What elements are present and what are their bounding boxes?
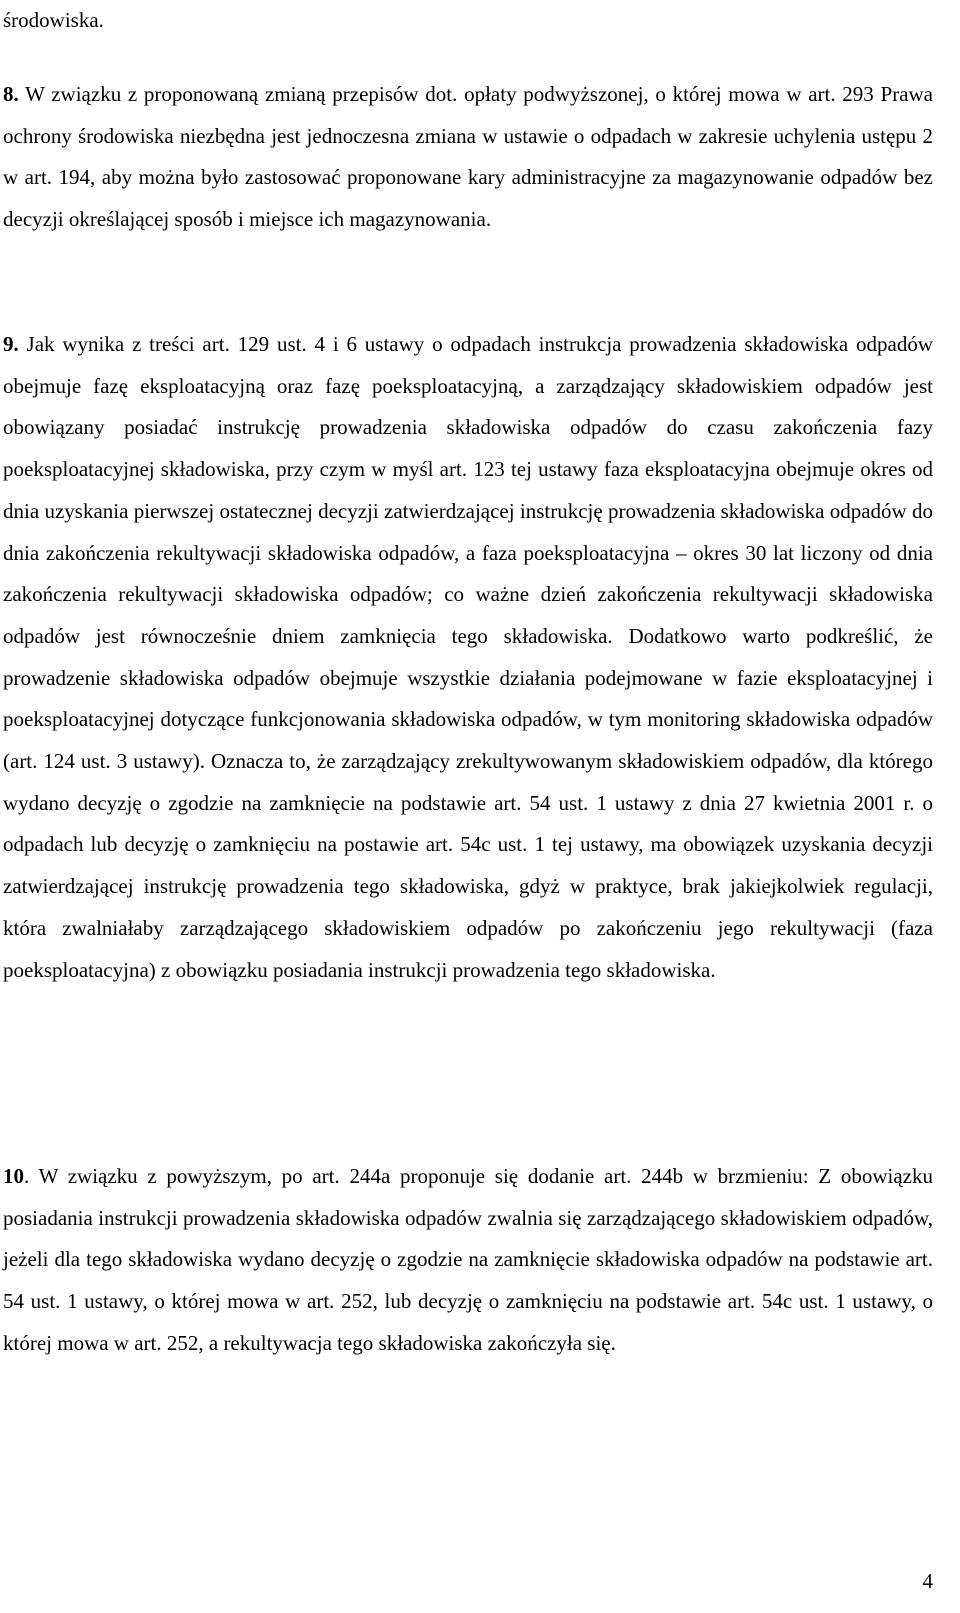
intro-text: środowiska. [3, 8, 104, 32]
page-number: 4 [922, 1569, 933, 1593]
paragraph-8-number: 8. [3, 82, 19, 106]
intro-paragraph-tail [3, 0, 933, 42]
paragraph-10 [3, 1156, 933, 1365]
paragraph-10-text: . W związku z powyższym, po art. 244a proponuje się dodanie art. 244b w brzmieniu: Z obowiązku posiadania instrukcji prowadzenia składowiska odpadów zwalnia się zarządzającego składowiskiem odpadów, jeżeli dla tego składowiska wydano decyzję o zgodzie na zamknięcie składowiska odpadów na podstawie art. 54 ust. 1 ustawy, o której mowa w art. 252, lub decyzję o zamknięciu na podstawie art. 54c ust. 1 ustawy, o której mowa w art. 252, a rekultywacja tego składowiska zakończyła się. [3, 1164, 933, 1355]
paragraph-9-number: 9. [3, 332, 19, 356]
paragraph-10-number: 10 [3, 1164, 24, 1188]
paragraph-9 [3, 324, 933, 991]
paragraph-8-text: W związku z proponowaną zmianą przepisów dot. opłaty podwyższonej, o której mowa w art. 293 Prawa ochrony środowiska niezbędna jest jednoczesna zmiana w ustawie o odpadach w zakresie uchylenia ustępu 2 w art. 194, aby można było zastosować proponowane kary administracyjne za magazynowanie odpadów bez decyzji określającej sposób i miejsce ich magazynowania. [3, 82, 933, 232]
paragraph-8 [3, 74, 933, 241]
paragraph-9-text: Jak wynika z treści art. 129 ust. 4 i 6 ustawy o odpadach instrukcja prowadzenia składowiska odpadów obejmuje fazę eksploatacyjną oraz fazę poeksploatacyjną, a zarządzający składowiskiem odpadów jest obowiązany posiadać instrukcję prowadzenia składowiska odpadów do czasu zakończenia fazy poeksploatacyjnej składowiska, przy czym w myśl art. 123 tej ustawy faza eksploatacyjna obejmuje okres od dnia uzyskania pierwszej ostatecznej decyzji zatwierdzającej instrukcję prowadzenia składowiska odpadów do dnia zakończenia rekultywacji składowiska odpadów, a faza poeksploatacyjna – okres 30 lat liczony od dnia zakończenia rekultywacji składowiska odpadów; co ważne dzień zakończenia rekultywacji składowiska odpadów jest równocześnie dniem zamknięcia tego składowiska. Dodatkowo warto podkreślić, że prowadzenie składowiska odpadów obejmuje wszystkie działania podejmowane w fazie eksploatacyjnej i poeksploatacyjnej dotyczące funkcjonowania składowiska odpadów, w tym monitoring składowiska odpadów (art. 124 ust. 3 ustawy). Oznacza to, że zarządzający zrekultywowanym składowiskiem odpadów, dla którego wydano decyzję o zgodzie na zamknięcie na podstawie art. 54 ust. 1 ustawy z dnia 27 kwietnia 2001 r. o odpadach lub decyzję o zamknięciu na postawie art. 54c ust. 1 tej ustawy, ma obowiązek uzyskania decyzji zatwierdzającej instrukcję prowadzenia tego składowiska, gdyż w praktyce, brak jakiejkolwiek regulacji, która zwalniałaby zarządzającego składowiskiem odpadów po zakończeniu jego rekultywacji (faza poeksploatacyjna) z obowiązku posiadania instrukcji prowadzenia tego składowiska. [3, 332, 933, 982]
